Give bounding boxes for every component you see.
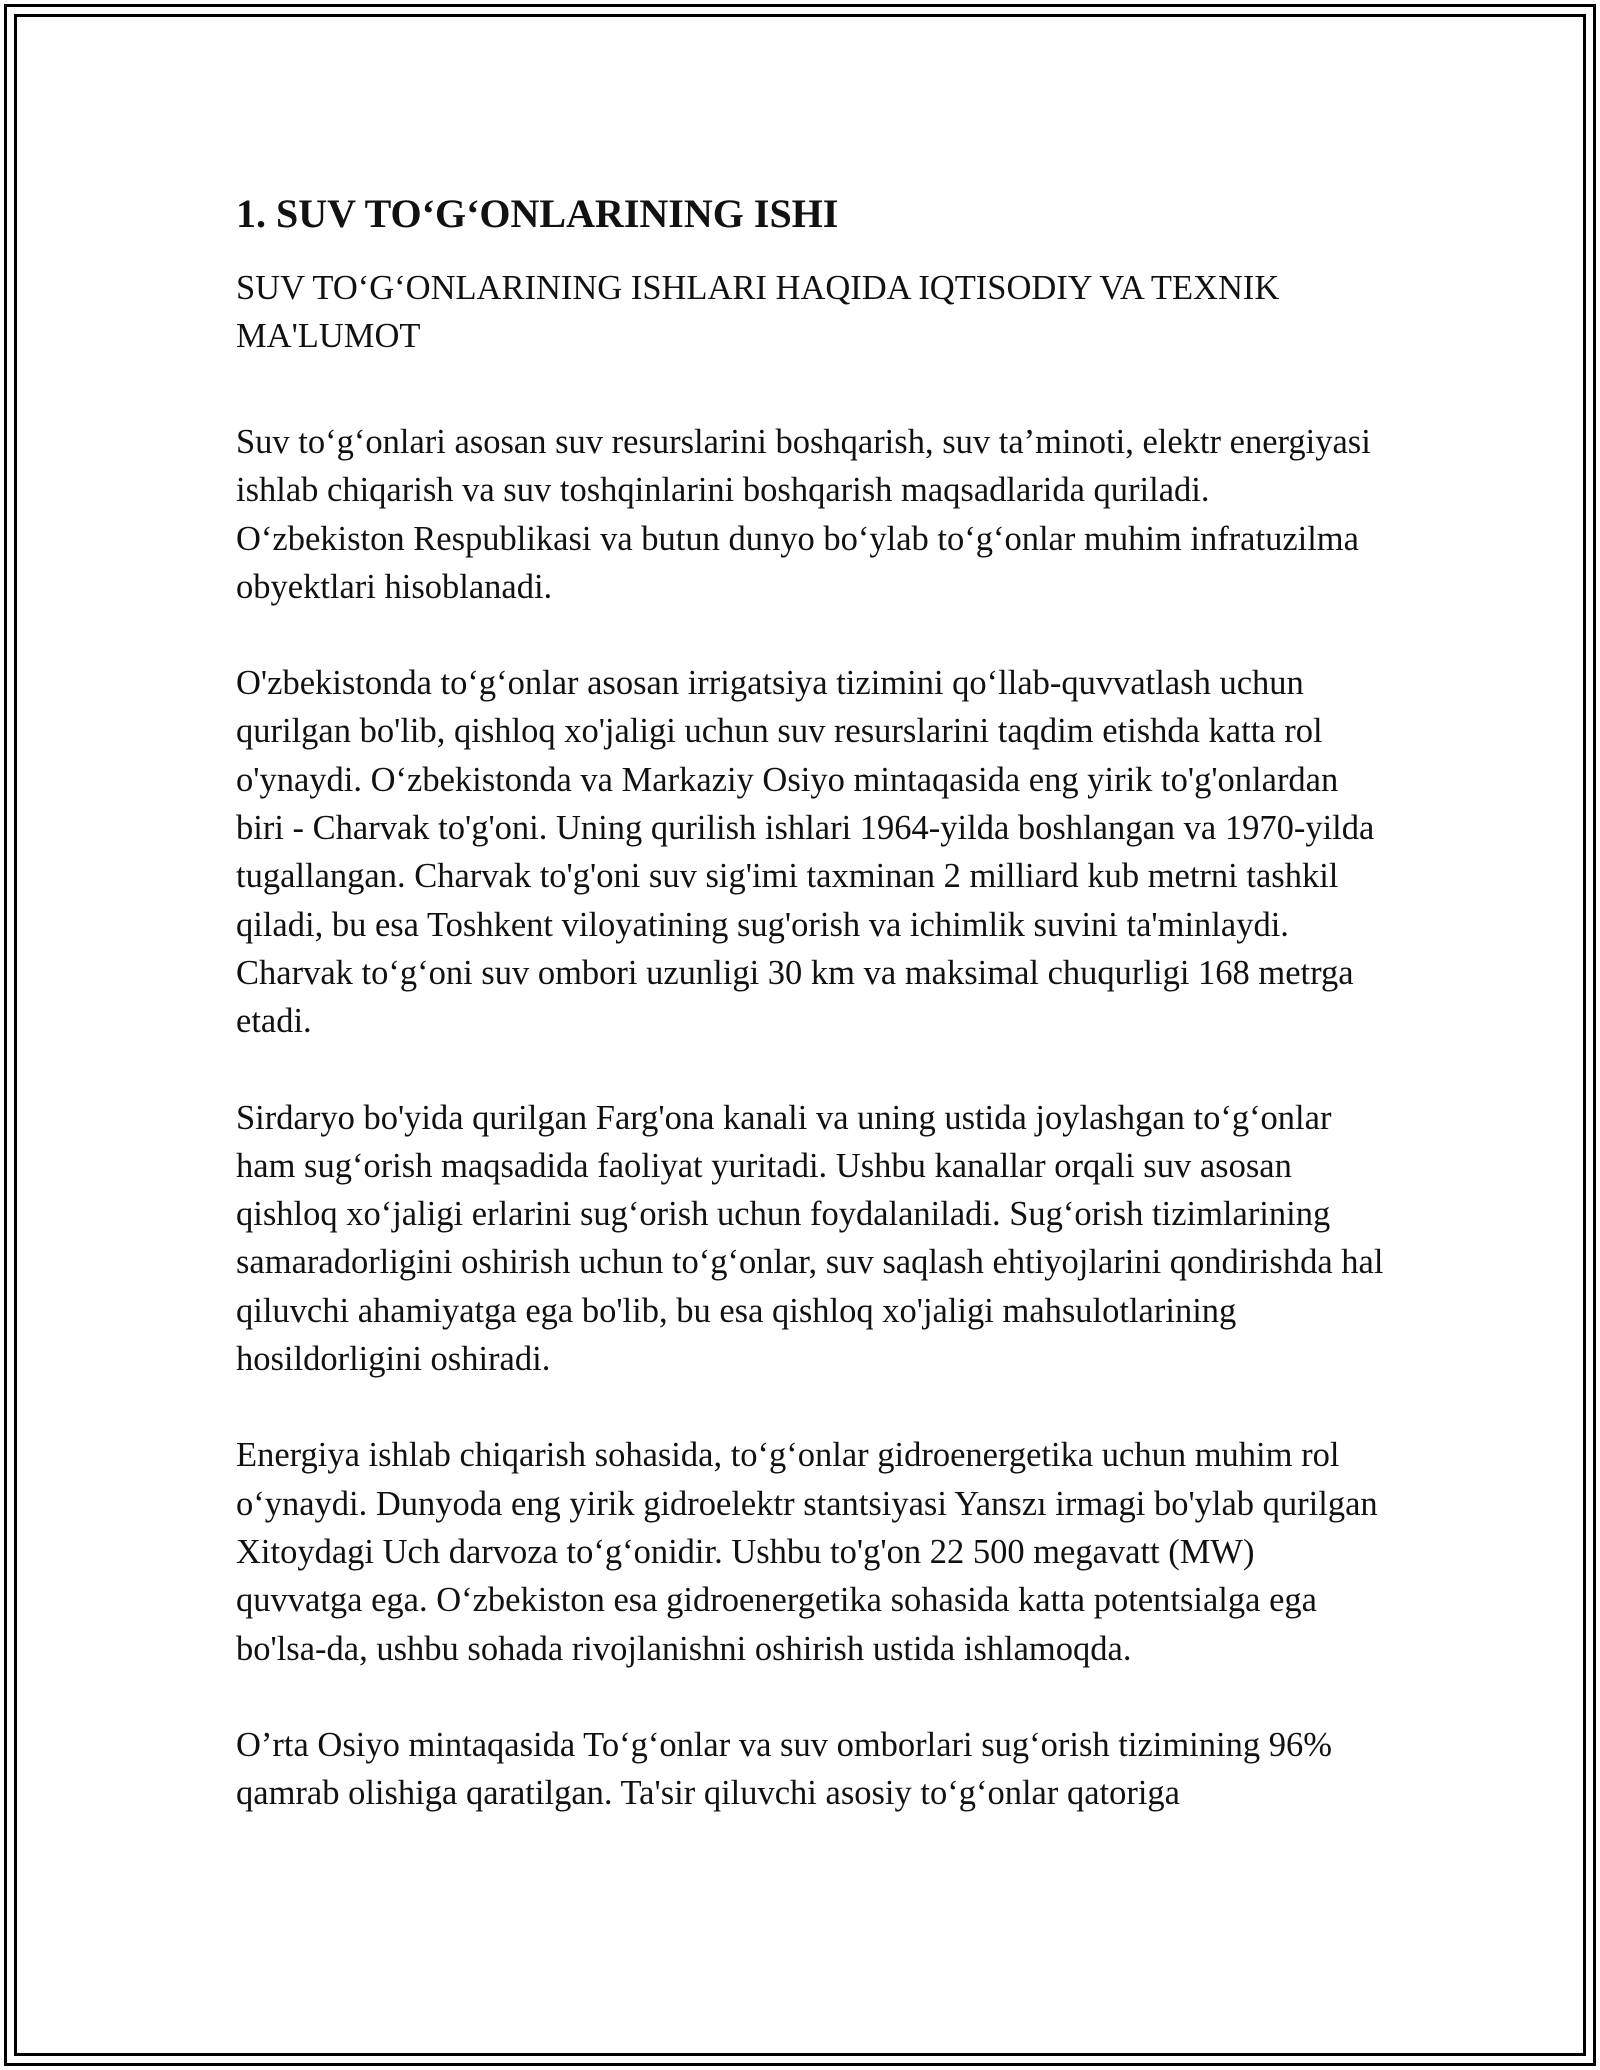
document-body	[236, 186, 1386, 1865]
paragraph-central-asia: O’rta Osiyo mintaqasida To‘g‘onlar va suv omborlari sug‘orish tizimining 96% qamrab olishiga qaratilgan. Ta'sir qiluvchi asosiy to‘g‘onlar qatoriga	[236, 1725, 1332, 1813]
paragraph-fergana-canal: Sirdaryo bo'yida qurilgan Farg'ona kanali va uning ustida joylashgan to‘g‘onlar ham sug‘orish maqsadida faoliyat yuritadi. Ushbu kanallar orqali suv asosan qishloq xo‘jaligi erlarini sug‘orish uchun foydalaniladi. Sug‘orish tizimlarining samaradorligini oshirish uchun to‘g‘onlar, suv saqlash ehtiyojlarini qondirishda hal qiluvchi ahamiyatga ega bo'lib, bu esa qishloq xo'jaligi mahsulotlarining hosildorligini oshiradi.	[236, 1098, 1384, 1379]
paragraph-intro: Suv to‘g‘onlari asosan suv resurslarini boshqarish, suv ta’minoti, elektr energiyasi ishlab chiqarish va suv toshqinlarini boshqarish maqsadlarida quriladi. O‘zbekiston Respublikasi va butun dunyo bo‘ylab to‘g‘onlar muhim infratuzilma obyektlari hisoblanadi.	[236, 423, 1371, 606]
document-heading: 1. SUV TO‘G‘ONLARINING ISHI	[236, 191, 839, 236]
paragraph-charvak: O'zbekistonda to‘g‘onlar asosan irrigatsiya tizimini qo‘llab-quvvatlash uchun qurilgan bo'lib, qishloq xo'jaligi uchun suv resurslarini taqdim etishda katta rol o'ynaydi. O‘zbekistonda va Markaziy Osiyo mintaqasida eng yirik to'g'onlardan biri - Charvak to'g'oni. Uning qurilish ishlari 1964-yilda boshlangan va 1970-yilda tugallangan. Charvak to'g'oni suv sig'imi taxminan 2 milliard kub metrni tashkil qiladi, bu esa Toshkent viloyatining sug'orish va ichimlik suvini ta'minlaydi. Charvak to‘g‘oni suv ombori uzunligi 30 km va maksimal chuqurligi 168 metrga etadi.	[236, 664, 1375, 1041]
document-subheading: SUV TO‘G‘ONLARINING ISHLARI HAQIDA IQTISODIY VA TEXNIK MA'LUMOT	[236, 269, 1280, 355]
paragraph-hydropower: Energiya ishlab chiqarish sohasida, to‘g‘onlar gidroenergetika uchun muhim rol o‘ynaydi. Dunyoda eng yirik gidroelektr stantsiyasi Yanszı irmagi bo'ylab qurilgan Xitoydagi Uch darvoza to‘g‘onidir. Ushbu to'g'on 22 500 megavatt (MW) quvvatga ega. O‘zbekiston esa gidroenergetika sohasida katta potentsialga ega bo'lsa-da, ushbu sohada rivojlanishni oshirish ustida ishlamoqda.	[236, 1436, 1378, 1668]
